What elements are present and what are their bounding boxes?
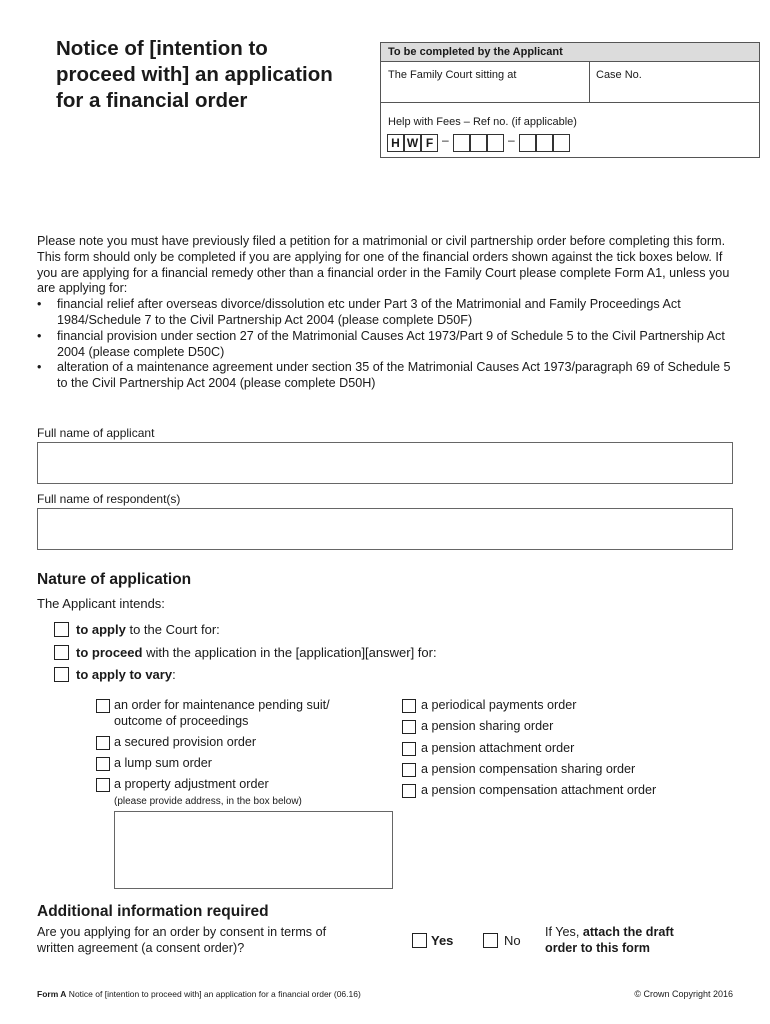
additional-heading: Additional information required <box>37 903 269 920</box>
vary-option-bold: to apply to vary <box>76 667 173 682</box>
consent-note-line-1 <box>545 925 674 939</box>
maintenance-label-1: an order for maintenance pending suit/ <box>114 698 330 712</box>
title-line-3: for a financial order <box>56 89 248 112</box>
nature-heading: Nature of application <box>37 571 192 588</box>
hwf-letter-f: F <box>421 134 438 152</box>
pension-compensation-sharing-label: a pension compensation sharing order <box>421 762 636 776</box>
consent-no-label: No <box>504 933 521 948</box>
consent-question-1: Are you applying for an order by consent in terms of <box>37 925 327 939</box>
apply-option-bold: to apply <box>76 622 126 637</box>
applicant-box <box>380 42 760 158</box>
proceed-option-label <box>76 645 437 660</box>
intro-bullet: • financial relief after overseas divorce/dissolution etc under Part 3 of the Matrimonial and Family Proceedings Act 1984/Schedule 7 to the Civil Partnership Act 2004 (please complete D50F) <box>37 297 737 329</box>
consent-yes-label: Yes <box>431 933 454 948</box>
hwf-letter-w: W <box>404 134 421 152</box>
consent-no-checkbox[interactable] <box>483 933 498 948</box>
intro-bullet: • alteration of a maintenance agreement under section 35 of the Matrimonial Causes Act 1973/paragraph 69 of Schedule 5 to the Civil Partnership Act 2004 (please complete D50H) <box>37 360 737 392</box>
case-label: Case No. <box>596 69 642 81</box>
title-line-1: Notice of [intention to <box>56 37 268 60</box>
apply-checkbox[interactable] <box>54 622 69 637</box>
respondent-name-input[interactable] <box>37 508 733 550</box>
periodical-payments-label: a periodical payments order <box>421 698 577 712</box>
help-with-fees-label: Help with Fees – Ref no. (if applicable) <box>388 116 577 128</box>
footer-form-desc: Notice of [intention to proceed with] an application for a financial order (06.16) <box>66 989 361 999</box>
property-address-input[interactable] <box>114 811 393 889</box>
pension-attachment-label: a pension attachment order <box>421 741 575 755</box>
proceed-checkbox[interactable] <box>54 645 69 660</box>
pension-sharing-label: a pension sharing order <box>421 719 554 733</box>
hwf-separator-1: – <box>442 133 449 147</box>
intro-bullet: • financial provision under section 27 of the Matrimonial Causes Act 1973/Part 9 of Schedule 5 to the Civil Partnership Act 2004 (please complete D50C) <box>37 329 737 361</box>
hwf-digit-box[interactable] <box>519 134 536 152</box>
maintenance-checkbox[interactable] <box>96 699 110 713</box>
hwf-digit-box[interactable] <box>487 134 504 152</box>
pension-sharing-checkbox[interactable] <box>402 720 416 734</box>
pension-compensation-attachment-label: a pension compensation attachment order <box>421 783 657 797</box>
secured-provision-checkbox[interactable] <box>96 736 110 750</box>
lump-sum-label: a lump sum order <box>114 756 212 770</box>
periodical-payments-checkbox[interactable] <box>402 699 416 713</box>
hwf-digit-box[interactable] <box>536 134 553 152</box>
pension-compensation-attachment-checkbox[interactable] <box>402 784 416 798</box>
title-line-2: proceed with] an application <box>56 63 333 86</box>
consent-note-line-2: order to this form <box>545 941 650 955</box>
hwf-digit-box[interactable] <box>453 134 470 152</box>
hwf-digit-box[interactable] <box>470 134 487 152</box>
consent-question-2: written agreement (a consent order)? <box>37 941 245 955</box>
page-title <box>56 36 366 114</box>
maintenance-label-2: outcome of proceedings <box>114 714 249 728</box>
hwf-separator-2: – <box>508 133 515 147</box>
intro-paragraph: Please note you must have previously filed a petition for a matrimonial or civil partnership order before completing this form. This form should only be completed if you are applying for one of the financial orders shown against the tick boxes below. If you are applying for a financial remedy other than a financial order in the Family Court please complete Form A1, unless you are applying for: <box>37 234 730 296</box>
consent-note-bold-1: attach the draft <box>582 925 674 939</box>
apply-option-label <box>76 622 220 637</box>
vary-checkbox[interactable] <box>54 667 69 682</box>
intends-label: The Applicant intends: <box>37 596 165 611</box>
footer-copyright: © Crown Copyright 2016 <box>634 989 733 999</box>
intro-text <box>37 234 737 392</box>
consent-note-prefix: If Yes, <box>545 925 583 939</box>
court-field[interactable] <box>381 62 590 103</box>
respondent-name-label: Full name of respondent(s) <box>37 492 181 506</box>
vary-option-rest: : <box>172 667 176 682</box>
applicant-name-label: Full name of applicant <box>37 426 155 440</box>
lump-sum-checkbox[interactable] <box>96 757 110 771</box>
intro-bullet-list <box>37 297 737 392</box>
property-note: (please provide address, in the box below) <box>114 796 302 807</box>
proceed-option-rest: with the application in the [application][answer] for: <box>142 645 437 660</box>
applicant-name-input[interactable] <box>37 442 733 484</box>
property-adjustment-checkbox[interactable] <box>96 778 110 792</box>
proceed-option-bold: to proceed <box>76 645 143 660</box>
case-number-field[interactable] <box>590 62 759 103</box>
footer-form-id <box>37 989 361 999</box>
pension-attachment-checkbox[interactable] <box>402 742 416 756</box>
footer-form-code: Form A <box>37 989 67 999</box>
secured-provision-label: a secured provision order <box>114 735 257 749</box>
property-adjustment-label: a property adjustment order <box>114 777 269 791</box>
apply-option-rest: to the Court for: <box>125 622 220 637</box>
hwf-digit-box[interactable] <box>553 134 570 152</box>
court-label: The Family Court sitting at <box>388 69 517 81</box>
applicant-box-heading: To be completed by the Applicant <box>381 43 759 62</box>
consent-yes-checkbox[interactable] <box>412 933 427 948</box>
pension-compensation-sharing-checkbox[interactable] <box>402 763 416 777</box>
vary-option-label <box>76 667 176 682</box>
hwf-letter-h: H <box>387 134 404 152</box>
